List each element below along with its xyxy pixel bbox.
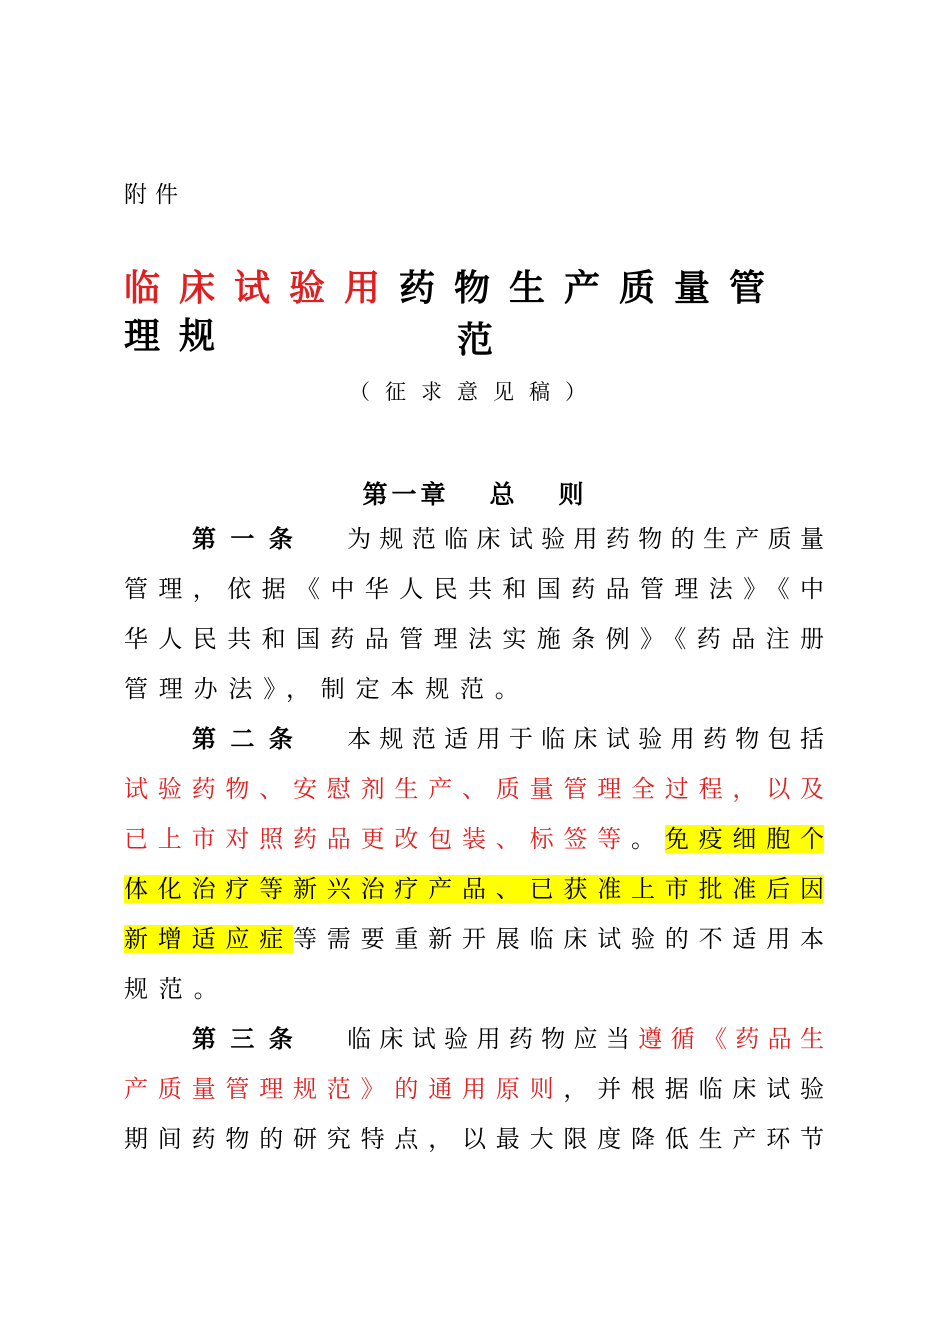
article3-line2-red: 产质量管理规范》的通用原则 — [124, 1075, 564, 1103]
article1-line3: 华人民共和国药品管理法实施条例》《药品注册 — [124, 625, 824, 653]
article3-line3: 期间药物的研究特点，以最大限度降低生产环节 — [124, 1125, 824, 1153]
article2-line3-black: 。 — [631, 825, 665, 853]
article2-line4 — [124, 872, 824, 906]
article2-line3-red: 已上市对照药品更改包装、标签等 — [124, 825, 631, 853]
title-red-part: 临床试验用 — [124, 268, 400, 309]
article2-line2: 试验药物、安慰剂生产、质量管理全过程，以及 — [124, 775, 824, 803]
article2-text1: 本规范适用于临床试验用药物包括 — [347, 725, 825, 753]
document-subtitle: （征求意见稿） — [349, 380, 601, 404]
title-black-part: 药物生产质量管理规 — [124, 268, 785, 357]
article3-line2 — [124, 1072, 824, 1106]
article3-line1 — [192, 1022, 824, 1056]
chapter-heading — [0, 475, 950, 511]
article1-line2: 管理，依据《中华人民共和国药品管理法》《中 — [124, 575, 824, 603]
article1-line1 — [192, 522, 824, 556]
document-title-line2: 范 — [456, 320, 493, 361]
attachment-label: 附件 — [124, 182, 186, 208]
article3-line1-red: 遵循《药品生 — [638, 1025, 825, 1053]
article3-line1-black: 临床试验用药物应当 — [347, 1025, 639, 1053]
chapter-number: 第一章 — [362, 480, 450, 509]
article2-line5 — [124, 922, 824, 956]
article1-text1: 为规范临床试验用药物的生产质量 — [347, 525, 825, 553]
article2-line5-black: 等需要重新开展临床试验的不适用本 — [293, 925, 824, 953]
chapter-name-2: 则 — [558, 480, 588, 509]
article2-line3-highlight: 免疫细胞个 — [664, 825, 825, 853]
article2-line1 — [192, 722, 824, 756]
article2-line3 — [124, 822, 824, 856]
article3-line2-black: ，并根据临床试验 — [563, 1075, 825, 1103]
article2-line6: 规范。 — [124, 975, 229, 1003]
article2-label: 第二条 — [192, 724, 308, 753]
article3-label: 第三条 — [192, 1024, 308, 1053]
article2-line5-highlight: 新增适应症 — [124, 925, 293, 953]
article2-line4-highlight: 体化治疗等新兴治疗产品、已获准上市批准后因 — [124, 875, 824, 903]
article1-label: 第一条 — [192, 524, 308, 553]
article1-line4: 管理办法》，制定本规范。 — [124, 675, 530, 703]
chapter-name-1: 总 — [489, 480, 519, 509]
